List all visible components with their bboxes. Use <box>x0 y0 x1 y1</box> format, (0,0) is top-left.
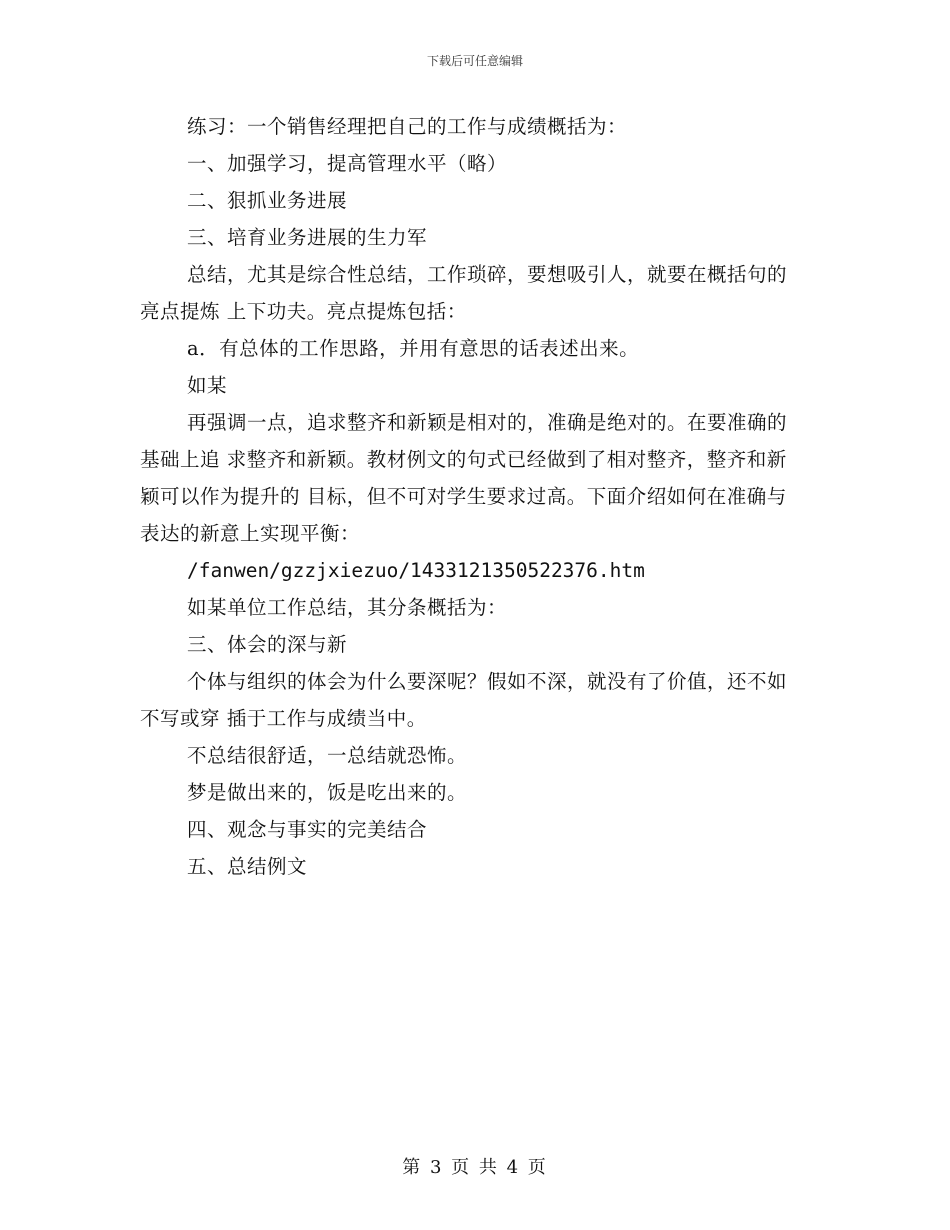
paragraph: 总结，尤其是综合性总结，工作琐碎，要想吸引人，就要在概括句的亮点提炼 上下功夫。亮点提炼包括： <box>140 263 788 323</box>
paragraph: 个体与组织的体会为什么要深呢？假如不深，就没有了价值，还不如不写或穿 插于工作与成绩当中。 <box>140 670 788 730</box>
paragraph: 如某 <box>187 374 228 397</box>
paragraph: 五、总结例文 <box>187 855 308 878</box>
paragraph: 再强调一点，追求整齐和新颖是相对的，准确是绝对的。在要准确的基础上追 求整齐和新颖。教材例文的句式已经做到了相对整齐，整齐和新颖可以作为提升的 目标，但不可对学生要求过高。下面介绍如何在准确与表达的新意上实现平衡： <box>140 411 788 545</box>
paragraph: 三、培育业务进展的生力军 <box>187 226 428 249</box>
page-number-footer: 第 3 页 共 4 页 <box>402 1157 548 1178</box>
paragraph: 不总结很舒适，一总结就恐怖。 <box>187 744 468 767</box>
url-line: /fanwen/gzzjxiezuo/1433121350522376.htm <box>187 559 645 582</box>
paragraph: 三、体会的深与新 <box>187 633 348 656</box>
page-header: 下载后可任意编辑 <box>426 54 523 68</box>
paragraph: a．有总体的工作思路，并用有意思的话表述出来。 <box>187 337 640 360</box>
document-body <box>140 108 805 885</box>
paragraph: 梦是做出来的，饭是吃出来的。 <box>187 781 468 804</box>
paragraph: 一、加强学习，提高管理水平（略） <box>187 152 508 175</box>
paragraph: 四、观念与事实的完美结合 <box>187 818 428 841</box>
paragraph: 二、狠抓业务进展 <box>187 189 348 212</box>
paragraph: 练习：一个销售经理把自己的工作与成绩概括为： <box>187 115 628 138</box>
paragraph: 如某单位工作总结，其分条概括为： <box>187 596 508 619</box>
